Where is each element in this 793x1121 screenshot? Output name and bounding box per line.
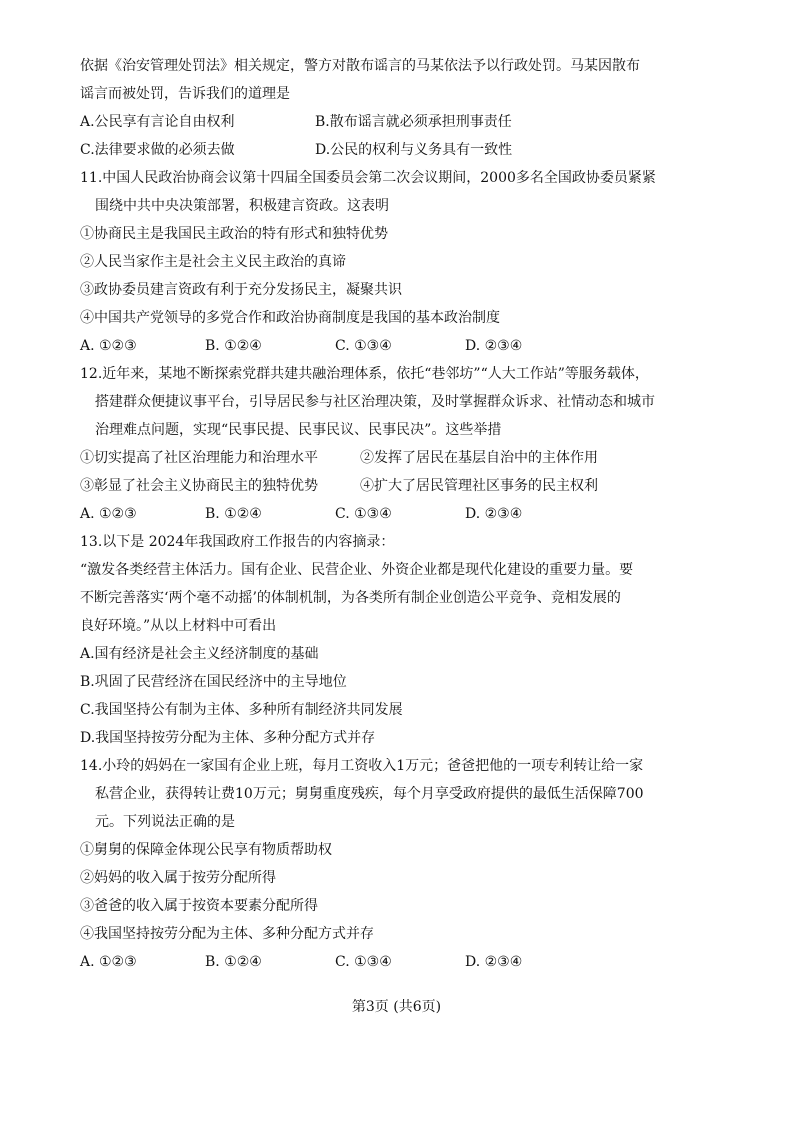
- statement: ①舅舅的保障金体现公民享有物质帮助权: [80, 842, 332, 858]
- option-d: D. ②③④: [465, 506, 523, 522]
- question-13-stem: 13.以下是 2024年我国政府工作报告的内容摘录：: [80, 534, 395, 550]
- option-a: A. ①②③: [80, 506, 137, 522]
- option-c: C. ①③④: [335, 506, 392, 522]
- statement: ②人民当家作主是社会主义民主政治的真谛: [80, 254, 346, 270]
- option-a: A. ①②③: [80, 954, 137, 970]
- option-b: B. ①②④: [205, 954, 262, 970]
- quoted-material: 不断完善落实‘两个毫不动摇’的体制机制，为各类所有制企业创造公平竞争、竞相发展的: [80, 590, 621, 606]
- option-a: A.公民享有言论自由权利: [80, 114, 235, 130]
- option-b: B.巩固了民营经济在国民经济中的主导地位: [80, 674, 347, 690]
- quoted-material: 良好环境。”从以上材料中可看出: [80, 618, 277, 634]
- statement-row: [80, 472, 740, 500]
- page-number-footer: 第3页 (共6页): [351, 999, 442, 1015]
- option-a: A. ①②③: [80, 338, 137, 354]
- question-stem-line: 谣言而被处罚，告诉我们的道理是: [80, 86, 290, 102]
- question-stem-line: 私营企业，获得转让费10万元；舅舅重度残疾，每个月享受政府提供的最低生活保障700: [95, 786, 644, 802]
- statement: ④中国共产党领导的多党合作和政治协商制度是我国的基本政治制度: [80, 310, 500, 326]
- option-d: D.公民的权利与义务具有一致性: [315, 142, 513, 158]
- option-row: [80, 136, 740, 164]
- quoted-material: “激发各类经营主体活力。国有企业、民营企业、外资企业都是现代化建设的重要力量。要: [80, 562, 634, 578]
- statement: ③政协委员建言资政有利于充分发扬民主，凝聚共识: [80, 282, 402, 298]
- option-d: D. ②③④: [465, 338, 523, 354]
- option-d: D.我国坚持按劳分配为主体、多种分配方式并存: [80, 730, 376, 746]
- question-stem-line: 围绕中共中央决策部署，积极建言资政。这表明: [95, 198, 389, 214]
- statement: ③彰显了社会主义协商民主的独特优势: [80, 478, 318, 494]
- option-c: C. ①③④: [335, 338, 392, 354]
- option-row: [80, 108, 740, 136]
- option-b: B.散布谣言就必须承担刑事责任: [315, 114, 512, 130]
- question-stem-line: 搭建群众便捷议事平台，引导居民参与社区治理决策，及时掌握群众诉求、社情动态和城市: [95, 394, 655, 410]
- statement: ④我国坚持按劳分配为主体、多种分配方式并存: [80, 926, 374, 942]
- statement: ①协商民主是我国民主政治的特有形式和独特优势: [80, 226, 388, 242]
- question-12-stem: 12.近年来，某地不断探索党群共建共融治理体系，依托“巷邻坊”“人大工作站”等服务载体，: [80, 366, 649, 382]
- option-b: B. ①②④: [205, 506, 262, 522]
- option-row: [80, 948, 740, 976]
- option-b: B. ①②④: [205, 338, 262, 354]
- statement-row: [80, 444, 740, 472]
- question-stem-line: 依据《治安管理处罚法》相关规定，警方对散布谣言的马某依法予以行政处罚。马某因散布: [80, 58, 640, 74]
- page-content: [80, 52, 740, 976]
- question-11-stem: 11.中国人民政治协商会议第十四届全国委员会第二次会议期间，2000多名全国政协委员紧紧: [80, 170, 656, 186]
- option-row: [80, 500, 740, 528]
- statement: ③爸爸的收入属于按资本要素分配所得: [80, 898, 318, 914]
- question-14-stem: 14.小玲的妈妈在一家国有企业上班，每月工资收入1万元；爸爸把他的一项专利转让给一家: [80, 758, 644, 774]
- statement: ④扩大了居民管理社区事务的民主权利: [360, 478, 598, 494]
- option-c: C. ①③④: [335, 954, 392, 970]
- statement: ①切实提高了社区治理能力和治理水平: [80, 450, 318, 466]
- option-row: [80, 332, 740, 360]
- option-c: C.法律要求做的必须去做: [80, 142, 235, 158]
- option-d: D. ②③④: [465, 954, 523, 970]
- statement: ②发挥了居民在基层自治中的主体作用: [360, 450, 598, 466]
- option-a: A.国有经济是社会主义经济制度的基础: [80, 646, 319, 662]
- question-stem-line: 治理难点问题，实现“民事民提、民事民议、民事民决”。这些举措: [95, 422, 502, 438]
- statement: ②妈妈的收入属于按劳分配所得: [80, 870, 276, 886]
- question-stem-line: 元。下列说法正确的是: [95, 814, 235, 830]
- option-c: C.我国坚持公有制为主体、多种所有制经济共同发展: [80, 702, 403, 718]
